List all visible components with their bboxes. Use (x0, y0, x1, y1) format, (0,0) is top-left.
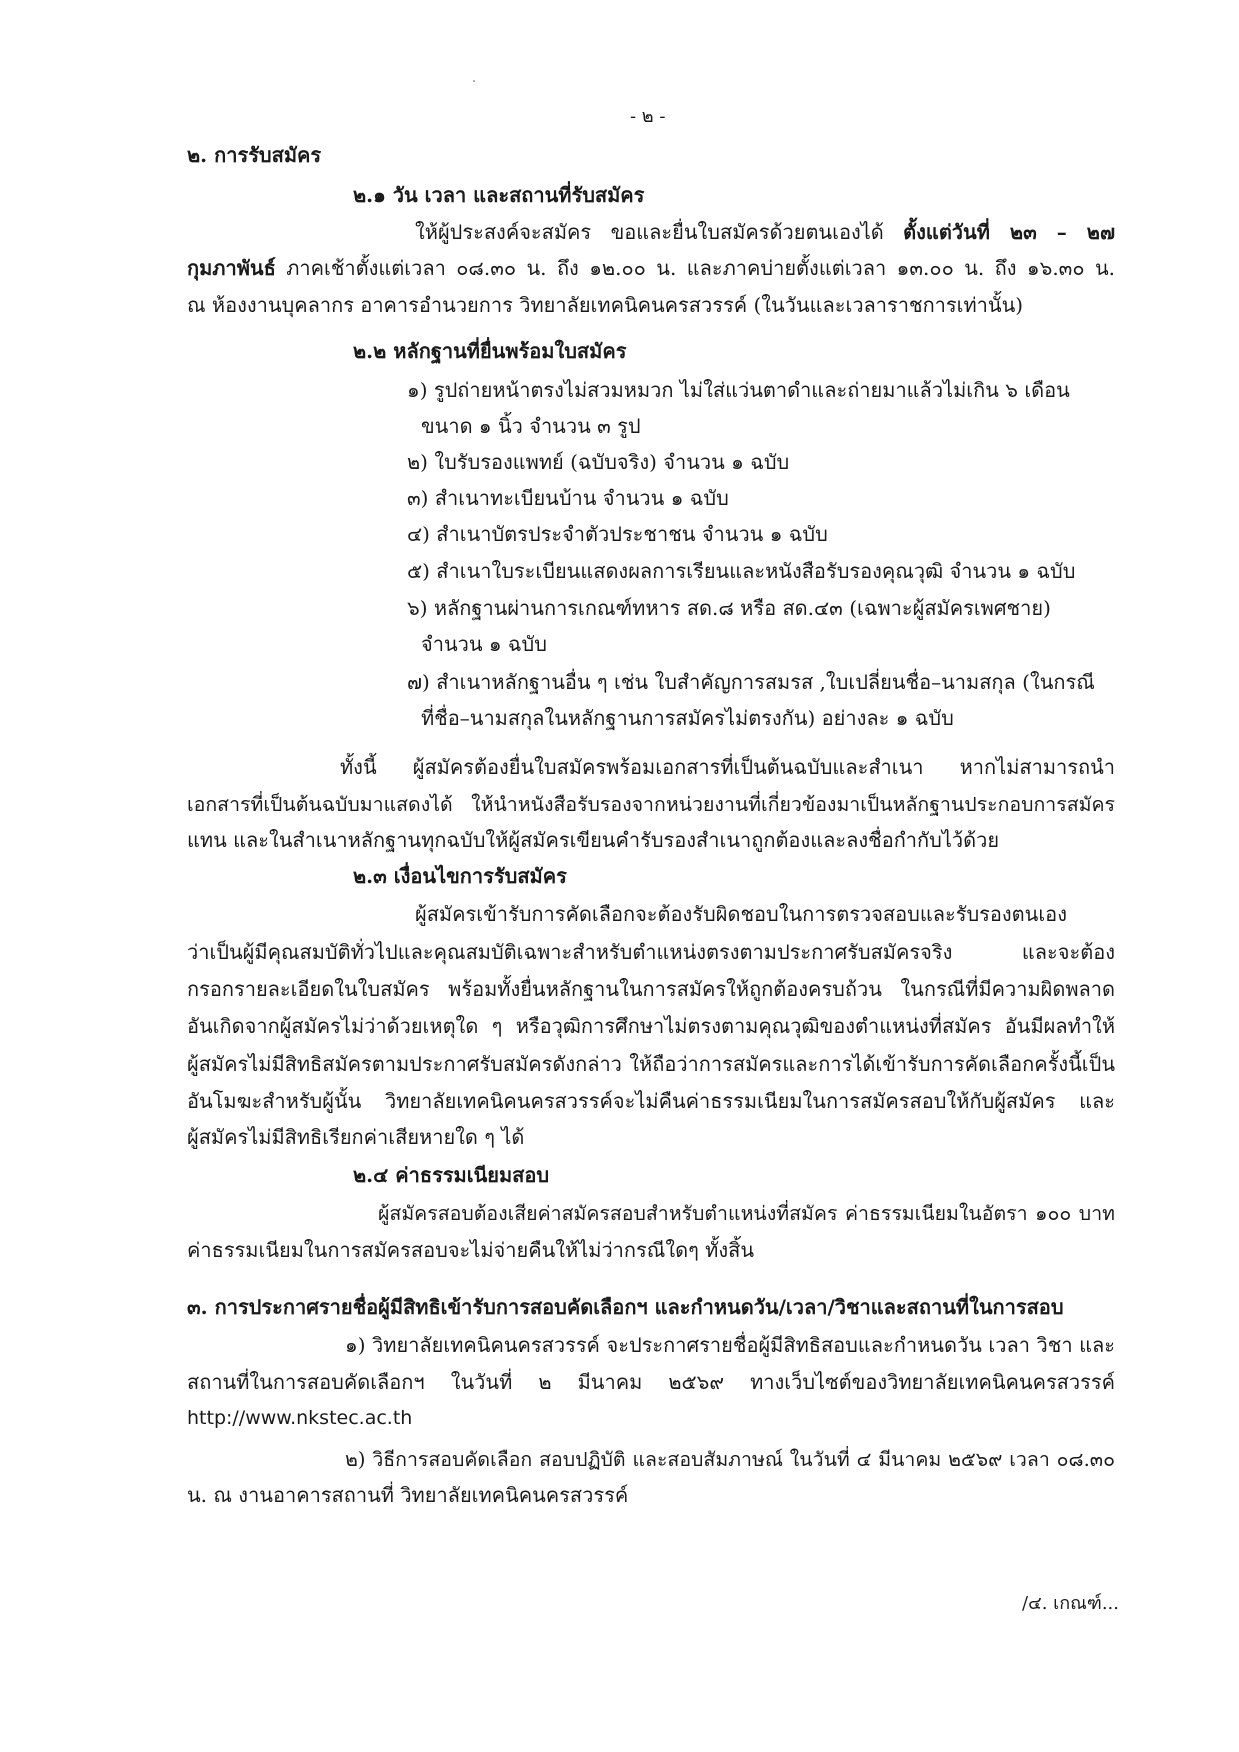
continuation-note: /๔. เกณฑ์... (1022, 1593, 1119, 1614)
scan-speck (473, 80, 475, 82)
section-2-3-heading: ๒.๓ เงื่อนไขการรับสมัคร (353, 864, 567, 888)
s23-line-3: กรอกรายละเอียดในใบสมัคร พร้อมทั้งยื่นหลักฐานในการสมัครให้ถูกต้องครบถ้วน ในกรณีที่มีความผิดพลาด (187, 977, 1115, 1001)
s23-line-5: ผู้สมัครไม่มีสิทธิสมัครตามประกาศรับสมัครดังกล่าว ให้ถือว่าการสมัครและการได้เข้ารับการคัดเลือกครั้งนี้เป็น (187, 1052, 1115, 1076)
s24-line-2: ค่าธรรมเนียมในการสมัครสอบจะไม่จ่ายคืนให้ไม่ว่ากรณีใดๆ ทั้งสิ้น (187, 1238, 755, 1262)
doc-item-2: ๒) ใบรับรองแพทย์ (ฉบับจริง) จำนวน ๑ ฉบับ (407, 450, 790, 474)
doc-item-7: ๗) สำเนาหลักฐานอื่น ๆ เช่น ใบสำคัญการสมรส ,ใบเปลี่ยนชื่อ–นามสกุล (ในกรณี (407, 670, 1095, 694)
s23-line-6: อันโมฆะสำหรับผู้นั้น วิทยาลัยเทคนิคนครสวรรค์จะไม่คืนค่าธรรมเนียมในการสมัครสอบให้กับผู้สมัคร และ (187, 1089, 1115, 1113)
doc-item-3: ๓) สำเนาทะเบียนบ้าน จำนวน ๑ ฉบับ (407, 486, 729, 510)
college-website-link[interactable]: http://www.nkstec.ac.th (187, 1407, 413, 1429)
section-2-2-heading: ๒.๒ หลักฐานที่ยื่นพร้อมใบสมัคร (353, 339, 627, 363)
s3-item-2-cont: น. ณ งานอาคารสถานที่ วิทยาลัยเทคนิคนครสวรรค์ (187, 1483, 629, 1507)
s21-line-2: กุมภาพันธ์ ภาคเช้าตั้งแต่เวลา ๐๘.๓๐ น. ถึง ๑๒.๐๐ น. และภาคบ่ายตั้งแต่เวลา ๑๓.๐๐ น. ถึง ๑๖.๓๐ น. (187, 256, 1115, 280)
doc-item-1: ๑) รูปถ่ายหน้าตรงไม่สวมหมวก ไม่ใส่แว่นตาดำและถ่ายมาแล้วไม่เกิน ๖ เดือน (407, 378, 1070, 402)
doc-item-6-cont: จำนวน ๑ ฉบับ (421, 632, 547, 656)
s21-line-3: ณ ห้องงานบุคลากร อาคารอำนวยการ วิทยาลัยเทคนิคนครสวรรค์ (ในวันและเวลาราชการเท่านั้น) (187, 293, 1024, 317)
s22-note-line-3: แทน และในสำเนาหลักฐานทุกฉบับให้ผู้สมัครเขียนคำรับรองสำเนาถูกต้องและลงชื่อกำกับไว้ด้วย (187, 828, 1000, 852)
doc-item-6: ๖) หลักฐานผ่านการเกณฑ์ทหาร สด.๘ หรือ สด.๔๓ (เฉพาะผู้สมัครเพศชาย) (407, 596, 1051, 620)
doc-item-7-cont: ที่ชื่อ–นามสกุลในหลักฐานการสมัครไม่ตรงกัน) อย่างละ ๑ ฉบับ (421, 706, 954, 730)
s24-line-1: ผู้สมัครสอบต้องเสียค่าสมัครสอบสำหรับตำแหน่งที่สมัคร ค่าธรรมเนียมในอัตรา ๑๐๐ บาท (378, 1202, 1115, 1225)
s23-line-7: ผู้สมัครไม่มีสิทธิเรียกค่าเสียหายใด ๆ ได้ (187, 1125, 525, 1149)
section-3-heading: ๓. การประกาศรายชื่อผู้มีสิทธิเข้ารับการสอบคัดเลือกฯ และกำหนดวัน/เวลา/วิชาและสถานที่ในการสอบ (187, 1295, 1064, 1319)
section-2-heading: ๒. การรับสมัคร (187, 143, 322, 167)
s21-line-1: ให้ผู้ประสงค์จะสมัคร ขอและยื่นใบสมัครด้วยตนเองได้ ตั้งแต่วันที่ ๒๓ – ๒๗ (415, 220, 1115, 244)
s3-item-2: ๒) วิธีการสอบคัดเลือก สอบปฏิบัติ และสอบสัมภาษณ์ ในวันที่ ๔ มีนาคม ๒๕๖๙ เวลา ๐๘.๓๐ (345, 1448, 1115, 1471)
section-2-1-heading: ๒.๑ วัน เวลา และสถานที่รับสมัคร (353, 183, 645, 207)
s22-note-line-1: ทั้งนี้ ผู้สมัครต้องยื่นใบสมัครพร้อมเอกสารที่เป็นต้นฉบับและสำเนา หากไม่สามารถนำ (340, 755, 1115, 779)
s23-line-1: ผู้สมัครเข้ารับการคัดเลือกจะต้องรับผิดชอบในการตรวจสอบและรับรองตนเอง (415, 902, 1067, 926)
s23-line-4: อันเกิดจากผู้สมัครไม่ว่าด้วยเหตุใด ๆ หรือวุฒิการศึกษาไม่ตรงตามคุณวุฒิของตำแหน่งที่สมัคร อันมีผลทำให้ (187, 1014, 1115, 1038)
doc-item-4: ๔) สำเนาบัตรประจำตัวประชาชน จำนวน ๑ ฉบับ (407, 522, 828, 546)
s3-item-1: ๑) วิทยาลัยเทคนิคนครสวรรค์ จะประกาศรายชื่อผู้มีสิทธิสอบและกำหนดวัน เวลา วิชา และ (345, 1333, 1115, 1357)
s23-line-2: ว่าเป็นผู้มีคุณสมบัติทั่วไปและคุณสมบัติเฉพาะสำหรับตำแหน่งตรงตามประกาศรับสมัครจริง และจะต้อง (187, 940, 1115, 964)
section-2-4-heading: ๒.๔ ค่าธรรมเนียมสอบ (353, 1163, 550, 1187)
doc-item-1-cont: ขนาด ๑ นิ้ว จำนวน ๓ รูป (421, 414, 641, 438)
doc-item-5: ๕) สำเนาใบระเบียนแสดงผลการเรียนและหนังสือรับรองคุณวุฒิ จำนวน ๑ ฉบับ (407, 559, 1076, 583)
s3-item-1-cont: สถานที่ในการสอบคัดเลือกฯ ในวันที่ ๒ มีนาคม ๒๕๖๙ ทางเว็บไซต์ของวิทยาลัยเทคนิคนครสวรรค์ (187, 1370, 1115, 1394)
s22-note-line-2: เอกสารที่เป็นต้นฉบับมาแสดงได้ ให้นำหนังสือรับรองจากหน่วยงานที่เกี่ยวข้องมาเป็นหลักฐานประกอบการสมัคร (187, 793, 1115, 816)
page-number: - ๒ - (630, 106, 666, 127)
